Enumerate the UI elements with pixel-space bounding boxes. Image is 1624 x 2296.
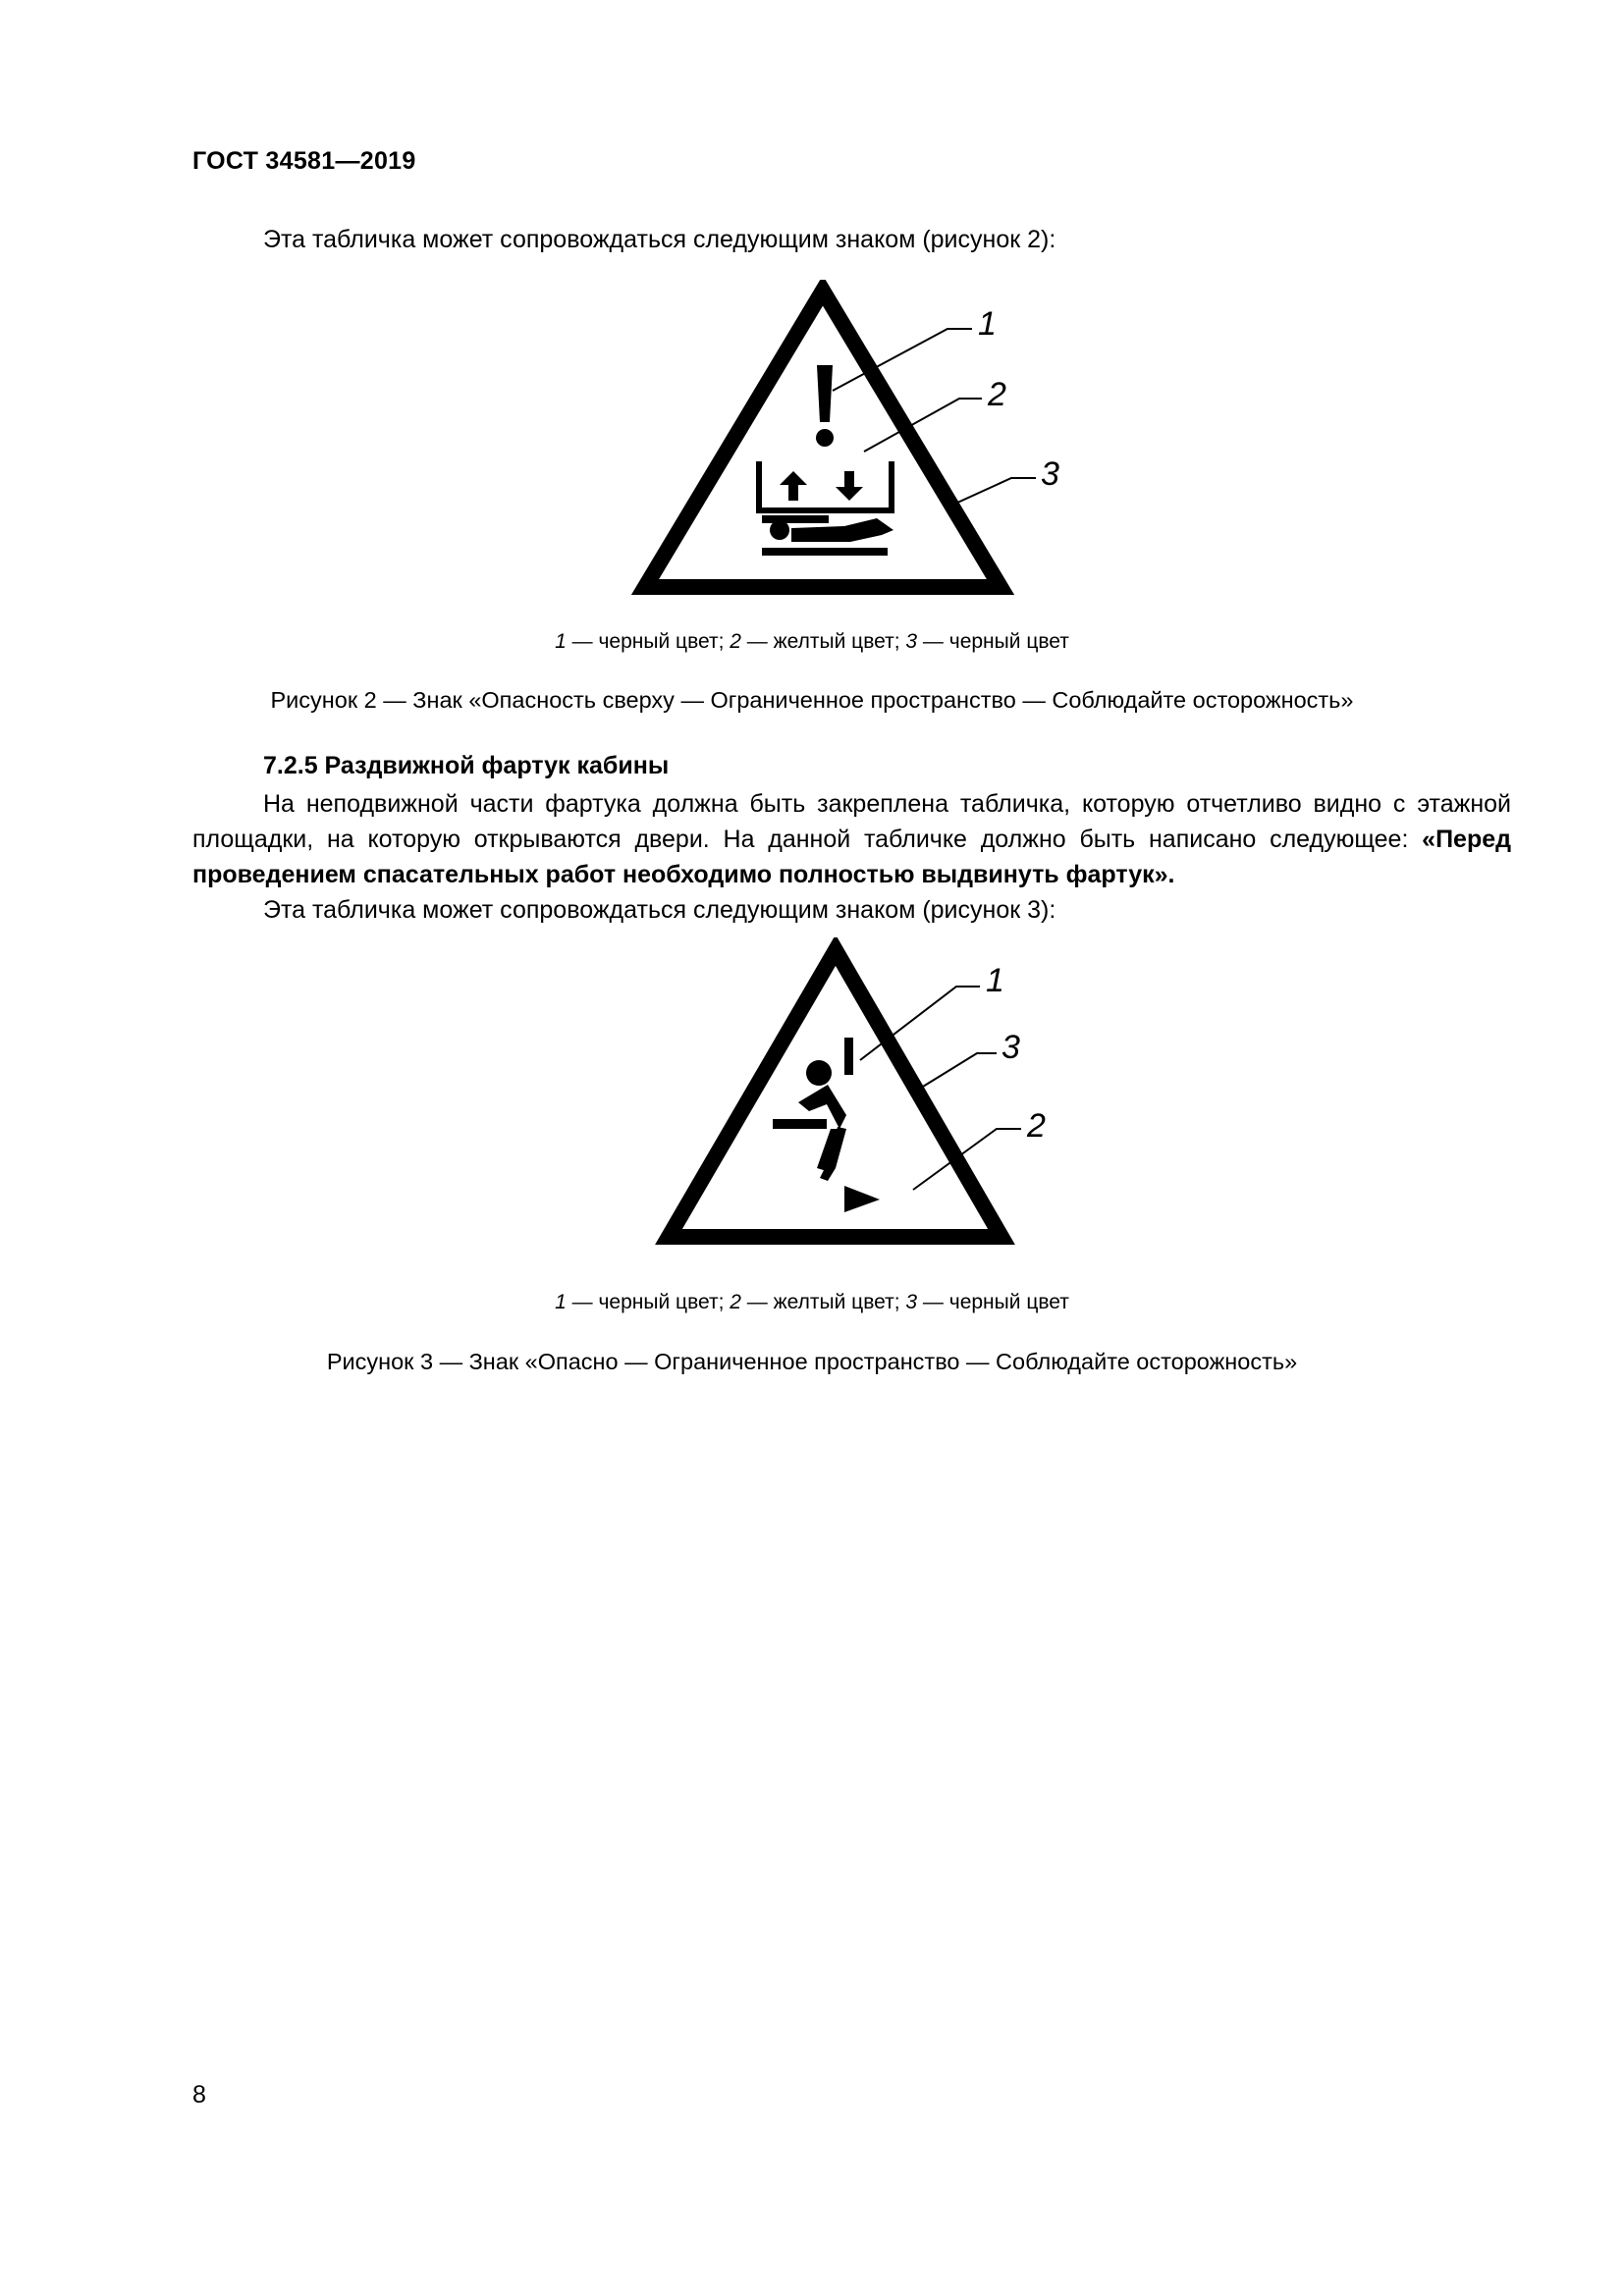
- figure-3-label-2: 2: [1027, 1107, 1046, 1145]
- triangle-border: [669, 950, 1001, 1237]
- figure-3-label-3: 3: [1001, 1029, 1020, 1066]
- intro-figure-3: Эта табличка может сопровождаться следующим знаком (рисунок 3):: [263, 896, 1056, 924]
- figure-2-label-1: 1: [978, 305, 997, 343]
- section-heading: 7.2.5 Раздвижной фартук кабины: [263, 752, 670, 779]
- confined-space-person-icon: [669, 950, 1001, 1237]
- figure-2-caption: Рисунок 2 — Знак «Опасность сверху — Ограниченное пространство — Соблюдайте осторожность»: [270, 687, 1354, 713]
- figure-2-label-3: 3: [1041, 455, 1059, 493]
- figure-3-legend: 1 — черный цвет; 2 — желтый цвет; 3 — черный цвет: [555, 1291, 1069, 1313]
- document-header: ГОСТ 34581—2019: [192, 147, 416, 175]
- figure-2-legend: 1 — черный цвет; 2 — желтый цвет; 3 — черный цвет: [555, 630, 1069, 653]
- page-number: 8: [192, 2081, 206, 2109]
- figure-3-caption: Рисунок 3 — Знак «Опасно — Ограниченное пространство — Соблюдайте осторожность»: [326, 1349, 1298, 1374]
- section-paragraph: На неподвижной части фартука должна быть закреплена табличка, которую отчетливо видно с этажной площадки, на которую открываются двери. На данной табличке должно быть написано следующее: «Перед проведением спасательных работ необходимо полностью выдвинуть фартук».: [192, 790, 1511, 888]
- hazard-from-above-icon: [645, 291, 1001, 587]
- intro-figure-2: Эта табличка может сопровождаться следующим знаком (рисунок 2):: [263, 226, 1056, 253]
- figure-2-label-2: 2: [988, 376, 1006, 413]
- figure-3-label-1: 1: [986, 962, 1004, 999]
